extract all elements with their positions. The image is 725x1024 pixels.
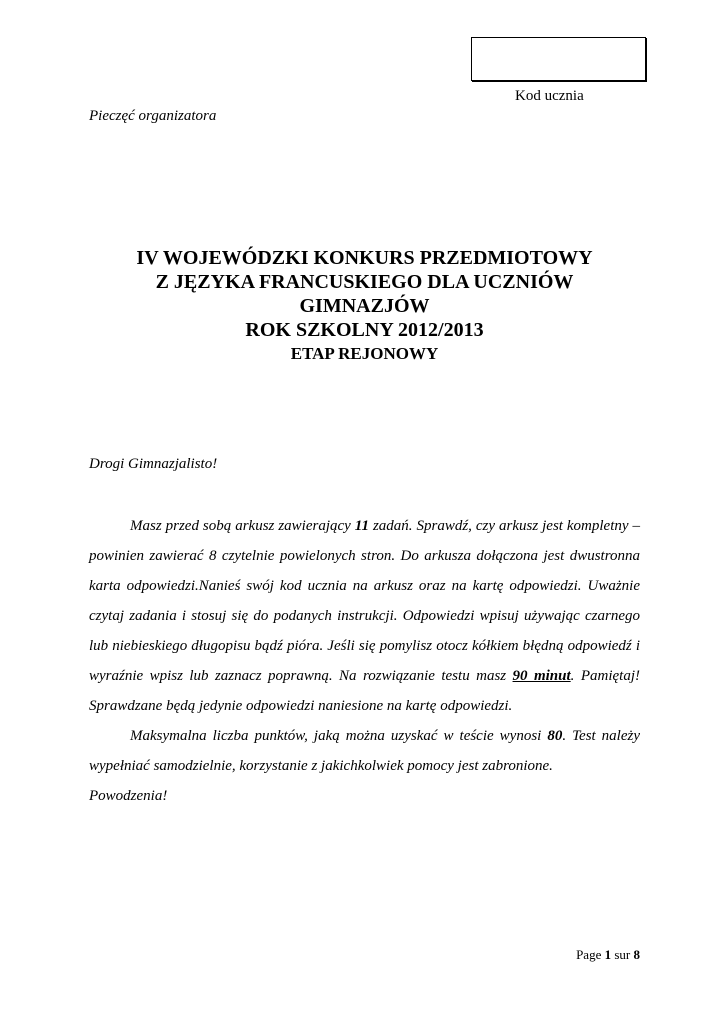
instructions-text: . Pamiętaj! Sprawdzane będą jedynie odpowiedzi naniesione na kartę odpowiedzi. [89,668,640,714]
student-code-box [471,37,646,81]
page-number [576,947,640,963]
greeting: Drogi Gimnazjalisto! [89,456,218,472]
instructions-paragraph-2 [89,721,640,781]
document-title [89,246,640,366]
instructions-paragraph-1 [89,511,640,721]
page-word: Page [576,947,602,962]
page-current: 1 [604,947,612,962]
task-count: 11 [354,518,369,534]
student-code-label: Kod ucznia [515,88,584,104]
title-stage: ETAP REJONOWY [290,344,439,363]
instructions-text: Maksymalna liczba punktów, jaką można uzyskać w teście wynosi [130,728,548,744]
time-limit: 90 minut [512,668,571,684]
max-points: 80 [547,728,563,744]
instructions-text: . Test należy wypełniać samodzielnie, korzystanie z jakichkolwiek pomocy jest zabronione. [89,728,641,774]
title-line-1: IV WOJEWÓDZKI KONKURS PRZEDMIOTOWY [136,247,593,269]
instructions-text: zadań. Sprawdź, czy arkusz jest kompletny – powinien zawierać 8 czytelnie powielonych stron. Do arkusza dołączona jest dwustronna karta odpowiedzi.Nanieś swój kod ucznia na arkusz oraz na kartę odpowiedzi. Uważnie czytaj zadania i stosuj się do podanych instrukcji. Odpowiedzi wpisuj używając czarnego lub niebieskiego długopisu bądź pióra. Jeśli się pomylisz otocz kółkiem błędną odpowiedź i wyraźnie wpisz lub zaznacz poprawną. Na rozwiązanie testu masz [89,518,641,684]
title-line-3: GIMNAZJÓW [299,295,430,317]
instructions-text: Masz przed sobą arkusz zawierający [130,518,355,534]
of-word: sur [614,947,631,962]
page-total: 8 [633,947,640,962]
closing-line: Powodzenia! [89,788,168,804]
title-line-2: Z JĘZYKA FRANCUSKIEGO DLA UCZNIÓW [155,271,574,293]
instructions [89,511,640,811]
organizer-stamp-label: Pieczęć organizatora [89,108,217,124]
title-line-4: ROK SZKOLNY 2012/2013 [245,319,484,341]
